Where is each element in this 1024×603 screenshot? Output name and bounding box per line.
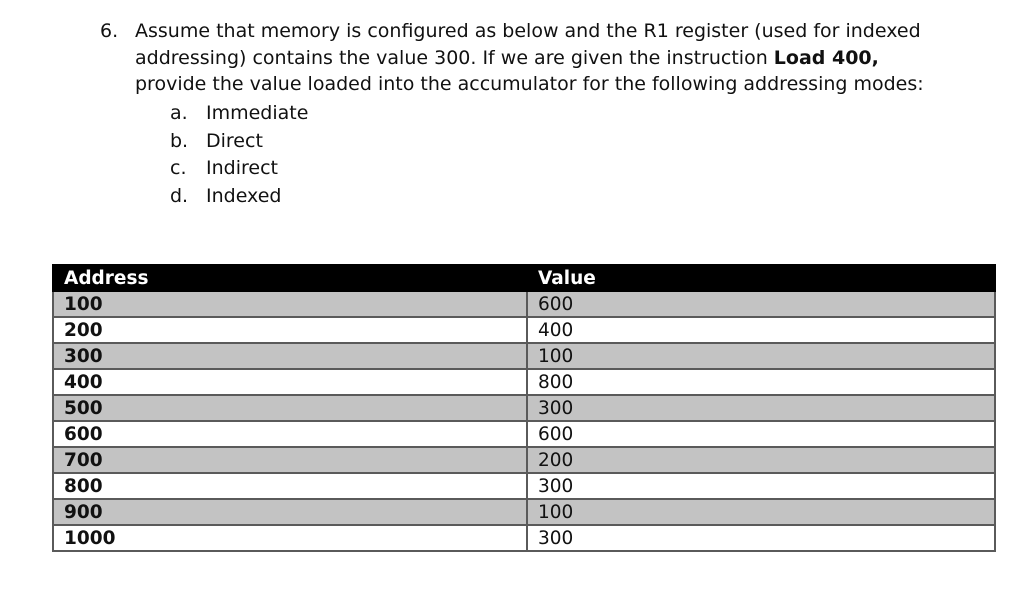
table-row — [53, 499, 995, 525]
value-cell: 400 — [527, 317, 995, 343]
question-block — [100, 18, 980, 98]
value-cell: 300 — [527, 473, 995, 499]
memory-table — [52, 264, 996, 552]
value-cell: 600 — [527, 421, 995, 447]
option-label: Indirect — [206, 157, 278, 179]
address-cell: 400 — [53, 369, 527, 395]
question-line-2 — [135, 45, 879, 72]
option-item — [170, 183, 308, 211]
table-row — [53, 343, 995, 369]
table-row — [53, 369, 995, 395]
address-cell: 800 — [53, 473, 527, 499]
address-cell: 500 — [53, 395, 527, 421]
table-row — [53, 317, 995, 343]
table-row — [53, 447, 995, 473]
address-cell: 100 — [53, 291, 527, 317]
question-line-3: provide the value loaded into the accumulator for the following addressing modes: — [135, 73, 924, 95]
instruction-text: Load 400, — [773, 46, 879, 69]
table-row — [53, 291, 995, 317]
address-cell: 1000 — [53, 525, 527, 551]
table-header-row — [53, 265, 995, 291]
address-cell: 200 — [53, 317, 527, 343]
option-letter: d. — [170, 184, 189, 207]
value-cell: 300 — [527, 525, 995, 551]
value-column-header: Value — [527, 265, 995, 291]
option-label: Immediate — [206, 102, 309, 124]
option-item — [170, 100, 308, 128]
option-label: Indexed — [206, 184, 282, 207]
question-number: 6. — [100, 20, 119, 42]
table-row — [53, 525, 995, 551]
option-letter: b. — [170, 129, 189, 152]
value-cell: 200 — [527, 447, 995, 473]
value-cell: 300 — [527, 395, 995, 421]
table-row — [53, 421, 995, 447]
address-cell: 600 — [53, 421, 527, 447]
option-letter: c. — [170, 157, 187, 179]
address-column-header: Address — [53, 265, 527, 291]
table-row — [53, 473, 995, 499]
addressing-mode-list — [170, 100, 308, 210]
value-cell: 600 — [527, 291, 995, 317]
option-letter: a. — [170, 102, 188, 124]
value-cell: 100 — [527, 499, 995, 525]
value-cell: 800 — [527, 369, 995, 395]
question-line-1: Assume that memory is configured as below and the R1 register (used for indexed — [135, 20, 921, 42]
address-cell: 300 — [53, 343, 527, 369]
option-item — [170, 128, 308, 156]
address-cell: 700 — [53, 447, 527, 473]
question-line-2-text: addressing) contains the value 300. If we are given the instruction — [135, 46, 774, 69]
table-row — [53, 395, 995, 421]
address-cell: 900 — [53, 499, 527, 525]
option-item — [170, 155, 308, 183]
value-cell: 100 — [527, 343, 995, 369]
option-label: Direct — [206, 129, 263, 152]
